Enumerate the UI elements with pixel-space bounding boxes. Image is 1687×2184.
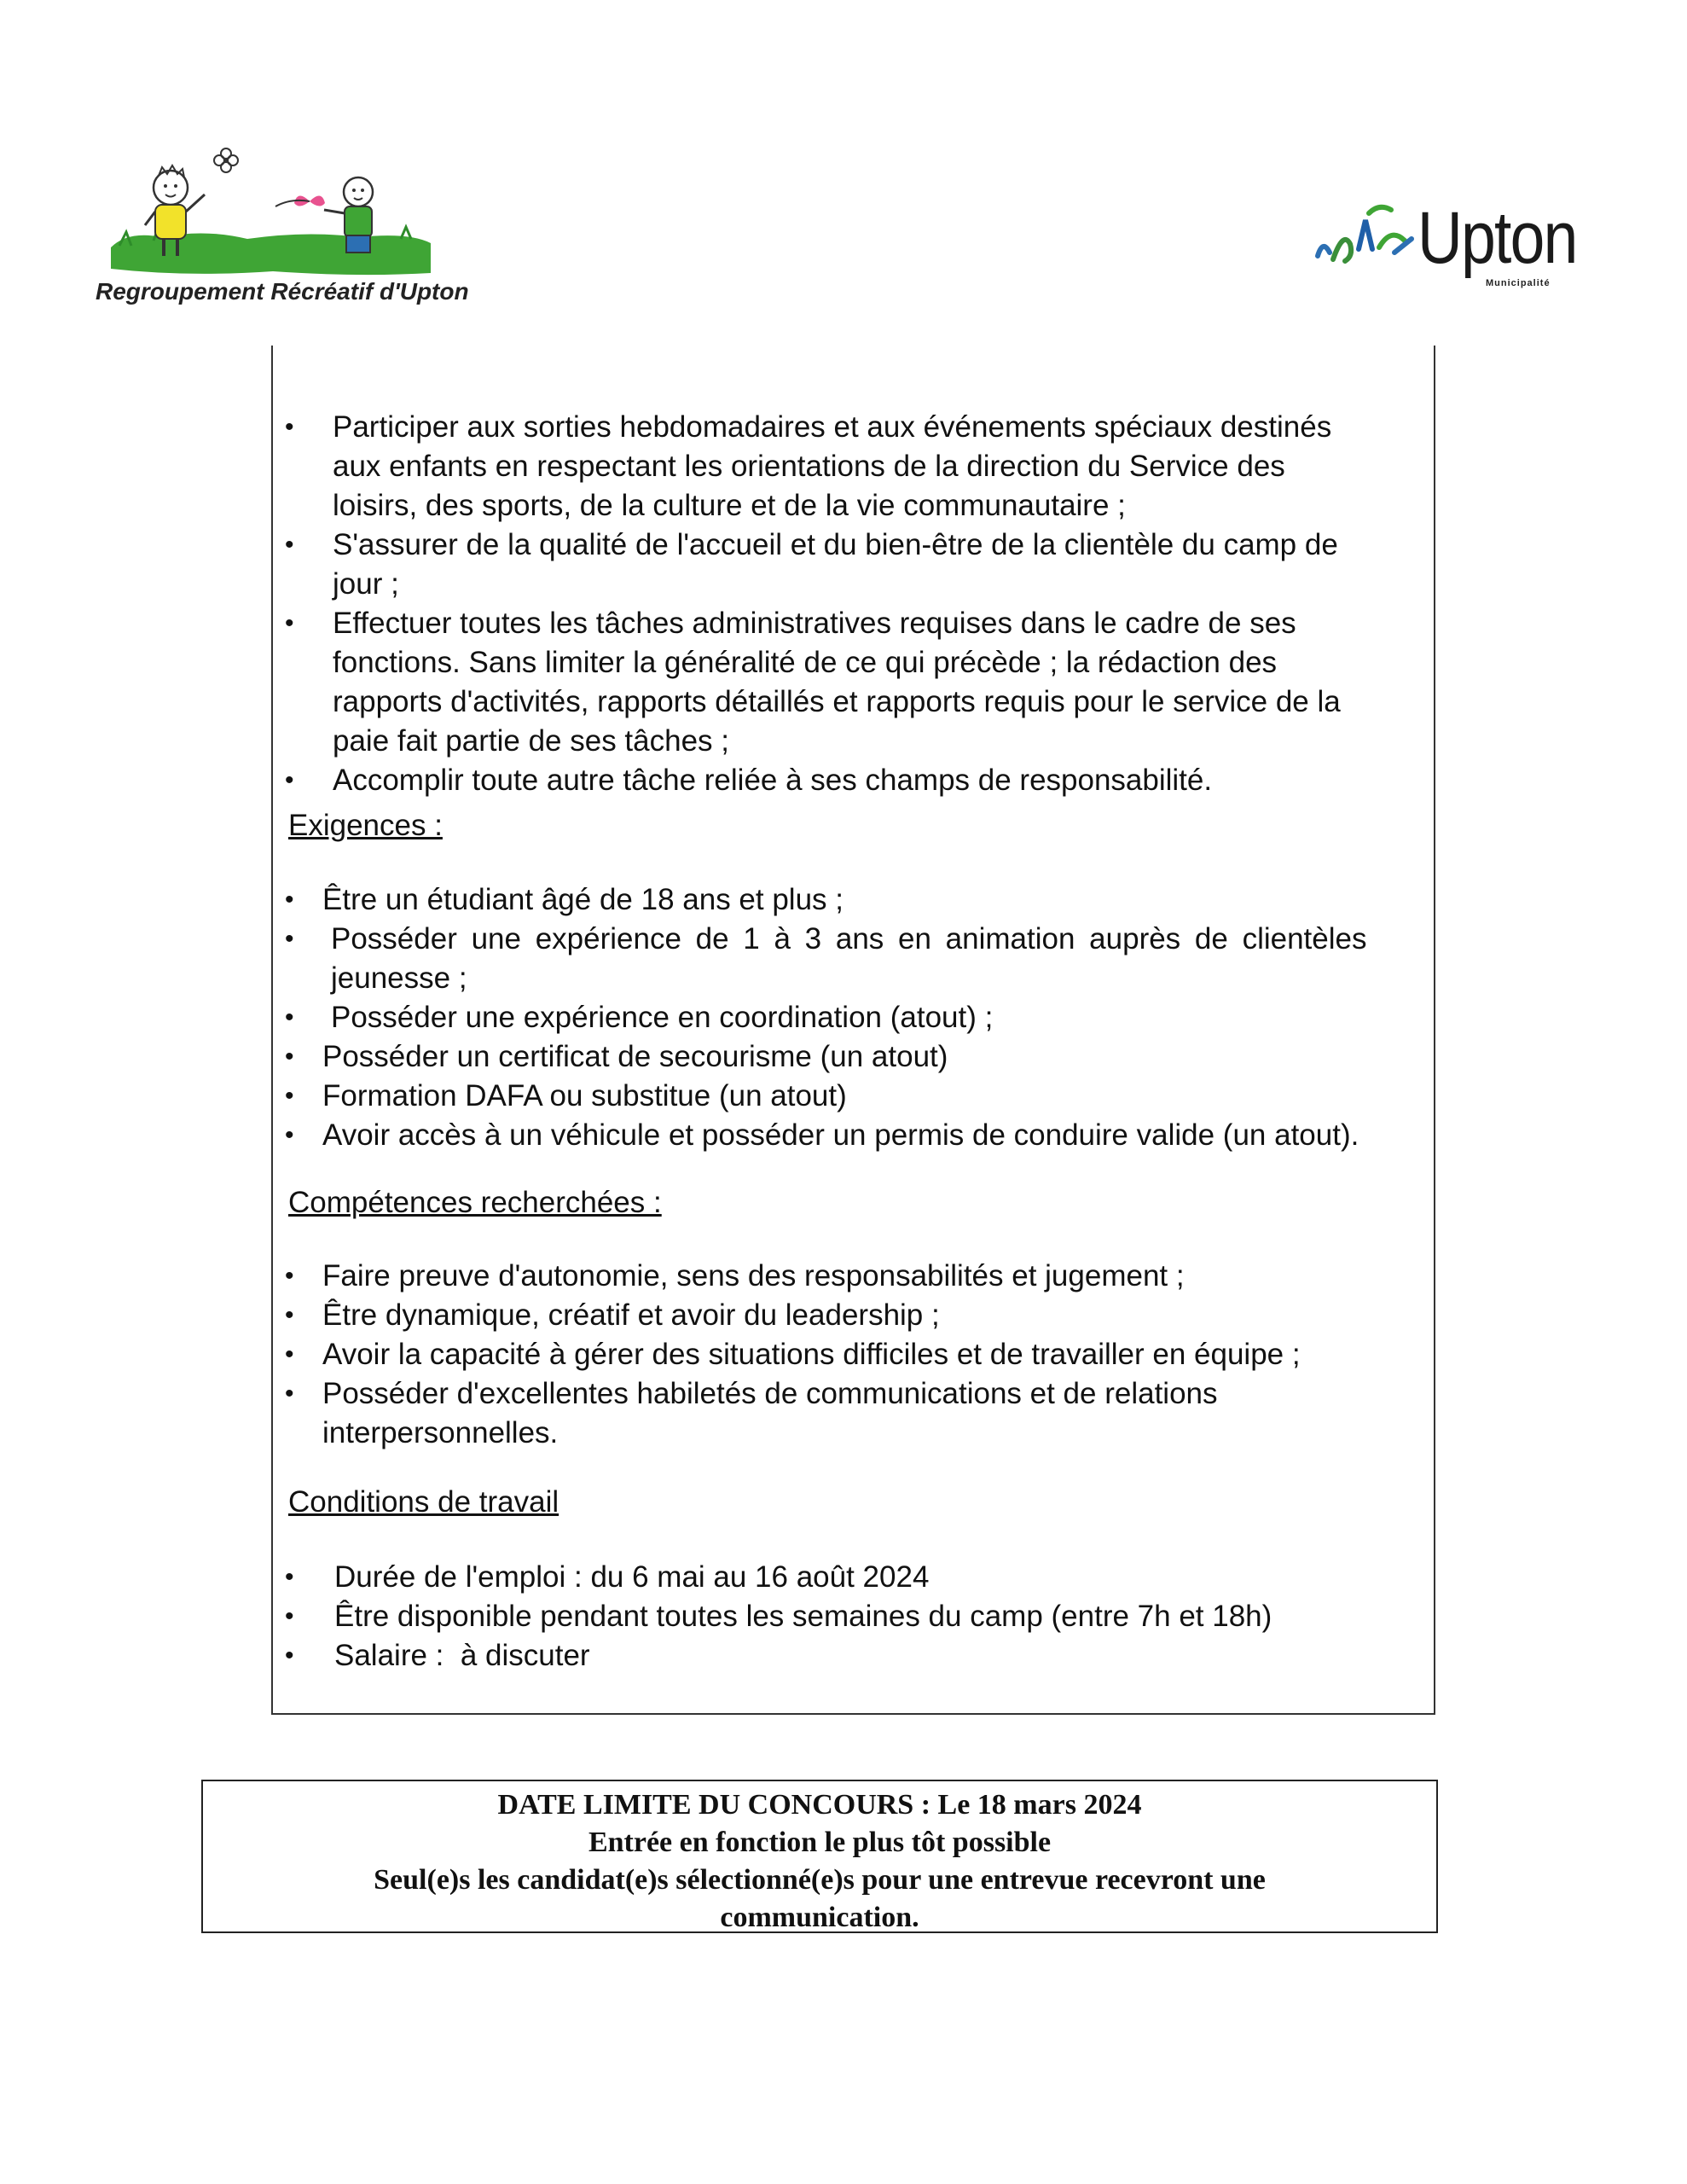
bullet-icon: • xyxy=(285,1380,294,1408)
job-details-content xyxy=(273,346,1434,1713)
bullet-icon: • xyxy=(285,766,294,794)
bullet-icon: • xyxy=(285,1003,294,1031)
kids-on-grass-logo xyxy=(102,136,435,282)
bullet-icon: • xyxy=(285,1043,294,1071)
list-item: • Salaire : à discuter xyxy=(273,1636,1434,1676)
municipality-label: Municipalité xyxy=(1486,278,1551,288)
bullet-icon: • xyxy=(285,1121,294,1149)
bullet-icon: • xyxy=(285,925,294,953)
list-item: • Participer aux sorties hebdomadaires et aux événements spéciaux destinés aux enfants en respectant les orientations de la direction du Service des loisirs, des sports, de la culture et de la vie communautaire ; xyxy=(273,408,1434,526)
list-item: • Posséder d'excellentes habiletés de communications et de relations interpersonnelles. xyxy=(273,1374,1434,1453)
list-item: • Être disponible pendant toutes les semaines du camp (entre 7h et 18h) xyxy=(273,1597,1434,1636)
bullet-icon: • xyxy=(285,609,294,637)
upton-wordmark: Upton xyxy=(1417,197,1577,279)
list-item: • Formation DAFA ou substitue (un atout) xyxy=(273,1077,1434,1116)
list-item: • Être un étudiant âgé de 18 ans et plus ; xyxy=(273,880,1434,920)
selection-notice-line-end: communication. xyxy=(720,1902,919,1933)
start-date-line: Entrée en fonction le plus tôt possible xyxy=(588,1827,1052,1858)
tasks-list xyxy=(273,408,1434,800)
conditions-heading: Conditions de travail xyxy=(288,1485,559,1519)
list-item: • S'assurer de la qualité de l'accueil et du bien-être de la clientèle du camp de jour ; xyxy=(273,526,1434,604)
organization-name: Regroupement Récréatif d'Upton xyxy=(96,278,469,305)
list-item: • Être dynamique, créatif et avoir du leadership ; xyxy=(273,1296,1434,1335)
list-item: • Avoir accès à un véhicule et posséder un permis de conduire valide (un atout). xyxy=(273,1116,1434,1155)
job-details-box xyxy=(271,346,1435,1715)
bullet-icon: • xyxy=(285,886,294,914)
list-item: • Posséder une expérience de 1 à 3 ans en animation auprès de clientèles jeunesse ; xyxy=(273,920,1434,998)
requirements-list xyxy=(273,880,1434,1155)
requirements-heading: Exigences : xyxy=(288,809,443,842)
conditions-list xyxy=(273,1558,1434,1676)
bullet-icon: • xyxy=(285,1602,294,1630)
deadline-line: DATE LIMITE DU CONCOURS : Le 18 mars 2024 xyxy=(497,1789,1142,1821)
list-item: • Accomplir toute autre tâche reliée à ses champs de responsabilité. xyxy=(273,761,1434,800)
bullet-icon: • xyxy=(285,1082,294,1110)
deadline-box xyxy=(201,1780,1438,1933)
list-item: • Posséder un certificat de secourisme (un atout) xyxy=(273,1037,1434,1077)
list-item: • Faire preuve d'autonomie, sens des responsabilités et jugement ; xyxy=(273,1257,1434,1296)
list-item: • Posséder une expérience en coordination (atout) ; xyxy=(273,998,1434,1037)
bullet-icon: • xyxy=(285,1340,294,1368)
selection-notice-line: Seul(e)s les candidat(e)s sélectionné(e)s pour une entrevue recevront une xyxy=(374,1864,1266,1896)
bullet-icon: • xyxy=(285,413,294,441)
list-item: • Effectuer toutes les tâches administratives requises dans le cadre de ses fonctions. Sans limiter la généralité de ce qui précède ; la rédaction des rapports d'activités, rapports détaillés et rapports requis pour le service de la paie fait partie de ses tâches ; xyxy=(273,604,1434,761)
list-item: • Durée de l'emploi : du 6 mai au 16 août 2024 xyxy=(273,1558,1434,1597)
bullet-icon: • xyxy=(285,1262,294,1290)
bullet-icon: • xyxy=(285,531,294,559)
list-item: • Avoir la capacité à gérer des situations difficiles et de travailler en équipe ; xyxy=(273,1335,1434,1374)
bullet-icon: • xyxy=(285,1301,294,1329)
bullet-icon: • xyxy=(285,1563,294,1591)
bullet-icon: • xyxy=(285,1641,294,1670)
skills-list xyxy=(273,1257,1434,1453)
skills-heading: Compétences recherchées : xyxy=(288,1186,662,1219)
